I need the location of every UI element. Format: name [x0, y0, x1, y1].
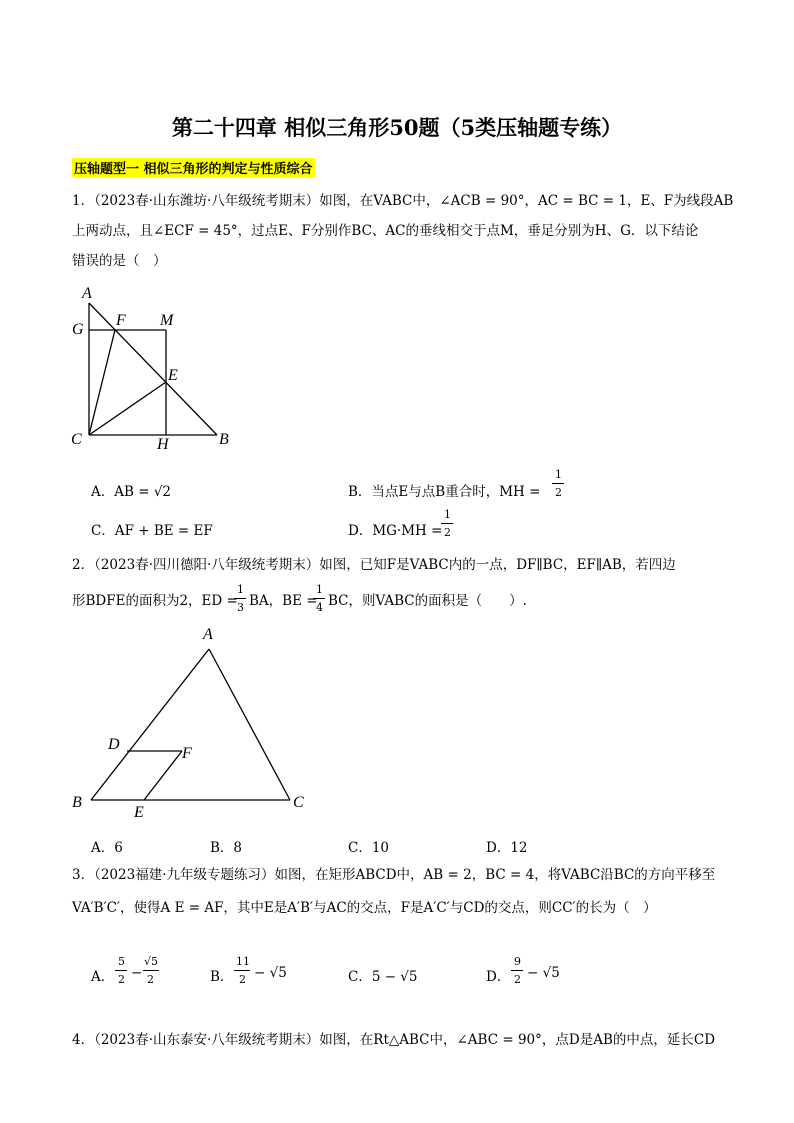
q1-label-a: A — [82, 285, 92, 302]
q2-frac1-num: 1 — [237, 583, 244, 596]
q2-line2a: 形BDFE的面积为2，ED = — [72, 593, 238, 609]
q3-line2: VA′B′C′，使得A E = AF，其中E是A′B′与AC的交点，F是A′C′与CD的交点，则CC′的长为（ ） — [72, 900, 657, 916]
q3-option-b-rest: − √5 — [254, 965, 287, 981]
q2-label-a: A — [203, 626, 213, 643]
q3-option-b-num: 11 — [236, 955, 250, 968]
q2-frac2-num: 1 — [316, 583, 323, 596]
q2-line2c: BC，则VABC的面积是（ ）. — [328, 593, 527, 609]
q3-option-a-num1: 5 — [118, 955, 125, 968]
q2-side-ab — [91, 649, 209, 800]
q3-option-a-bar1 — [115, 970, 127, 971]
q3-option-b-bar — [234, 970, 250, 971]
q2-label-e: E — [134, 804, 144, 821]
q2-frac2-den: 4 — [316, 601, 323, 614]
section-heading: 压轴题型一 相似三角形的判定与性质综合 — [72, 158, 315, 177]
q2-option-c: C．10 — [348, 840, 390, 856]
q2-line2b: BA，BE = — [249, 593, 318, 609]
q3-option-d-num: 9 — [514, 955, 521, 968]
q1-option-c: C．AF + BE = EF — [91, 523, 213, 539]
q3-option-a-bar2 — [143, 970, 159, 971]
q1-label-b: B — [219, 431, 229, 448]
q2-label-c: C — [293, 794, 304, 811]
q4-line1: 4．（2023春·山东泰安·八年级统考期末）如图，在Rt△ABC中，∠ABC = 90°，点D是AB的中点，延长CD — [72, 1032, 716, 1048]
q2-line1: 2．（2023春·四川德阳·八年级统考期末）如图，已知F是VABC内的一点，DF∥BC，EF∥AB，若四边 — [72, 557, 676, 573]
q1-label-e: E — [168, 367, 178, 384]
q3-option-a-den1: 2 — [118, 973, 125, 986]
q2-segment-fe — [144, 751, 182, 800]
q1-option-d-den: 2 — [444, 526, 451, 539]
q1-line2: 上两动点，且∠ECF = 45°，过点E、F分别作BC、AC的垂线相交于点M，垂足分别为H、G．以下结论 — [72, 223, 699, 239]
q2-label-d: D — [108, 736, 120, 753]
q1-option-b-den: 2 — [555, 486, 562, 499]
q3-option-d-rest: − √5 — [527, 965, 560, 981]
page-title: 第二十四章 相似三角形50题（5类压轴题专练） — [171, 115, 623, 140]
q2-side-ac — [209, 649, 290, 800]
q3-option-d-bar — [511, 970, 523, 971]
q1-line1: 1．（2023春·山东潍坊·八年级统考期末）如图，在VABC中，∠ACB = 90°，AC = BC = 1，E、F为线段AB — [72, 193, 734, 209]
q2-option-b: B．8 — [210, 840, 243, 856]
q2-frac1-den: 3 — [237, 601, 244, 614]
q2-option-d: D．12 — [486, 840, 528, 856]
q3-option-d-label: D． — [486, 969, 511, 985]
q2-label-f: F — [182, 745, 192, 762]
q3-option-a-num2: √5 — [144, 955, 159, 968]
q3-option-a-minus: − — [131, 965, 143, 981]
q3-option-c: C．5 − √5 — [348, 969, 418, 985]
q3-option-a-den2: 2 — [147, 973, 154, 986]
q2-label-b: B — [72, 794, 82, 811]
q1-label-f: F — [116, 312, 126, 329]
q1-label-c: C — [71, 431, 82, 448]
q1-label-h: H — [157, 436, 169, 453]
q3-option-b-label: B． — [210, 969, 234, 985]
q3-option-d-den: 2 — [514, 973, 521, 986]
q1-label-g: G — [72, 321, 84, 338]
q3-option-a-label: A． — [91, 969, 115, 985]
q1-option-b: B．当点E与点B重合时，MH = — [348, 484, 541, 500]
q1-label-m: M — [160, 312, 174, 329]
q1-option-d: D．MG·MH = — [348, 523, 443, 539]
q1-option-b-num: 1 — [555, 468, 562, 481]
q1-option-d-num: 1 — [444, 508, 451, 521]
q1-option-a: A．AB = √2 — [91, 484, 172, 500]
q3-option-b-den: 2 — [239, 973, 246, 986]
q3-line1: 3．（2023福建·九年级专题练习）如图，在矩形ABCD中，AB = 2，BC = 4，将VABC沿BC的方向平移至 — [72, 867, 716, 883]
q1-line3: 错误的是（ ） — [72, 253, 167, 269]
q2-option-a: A．6 — [91, 840, 123, 856]
